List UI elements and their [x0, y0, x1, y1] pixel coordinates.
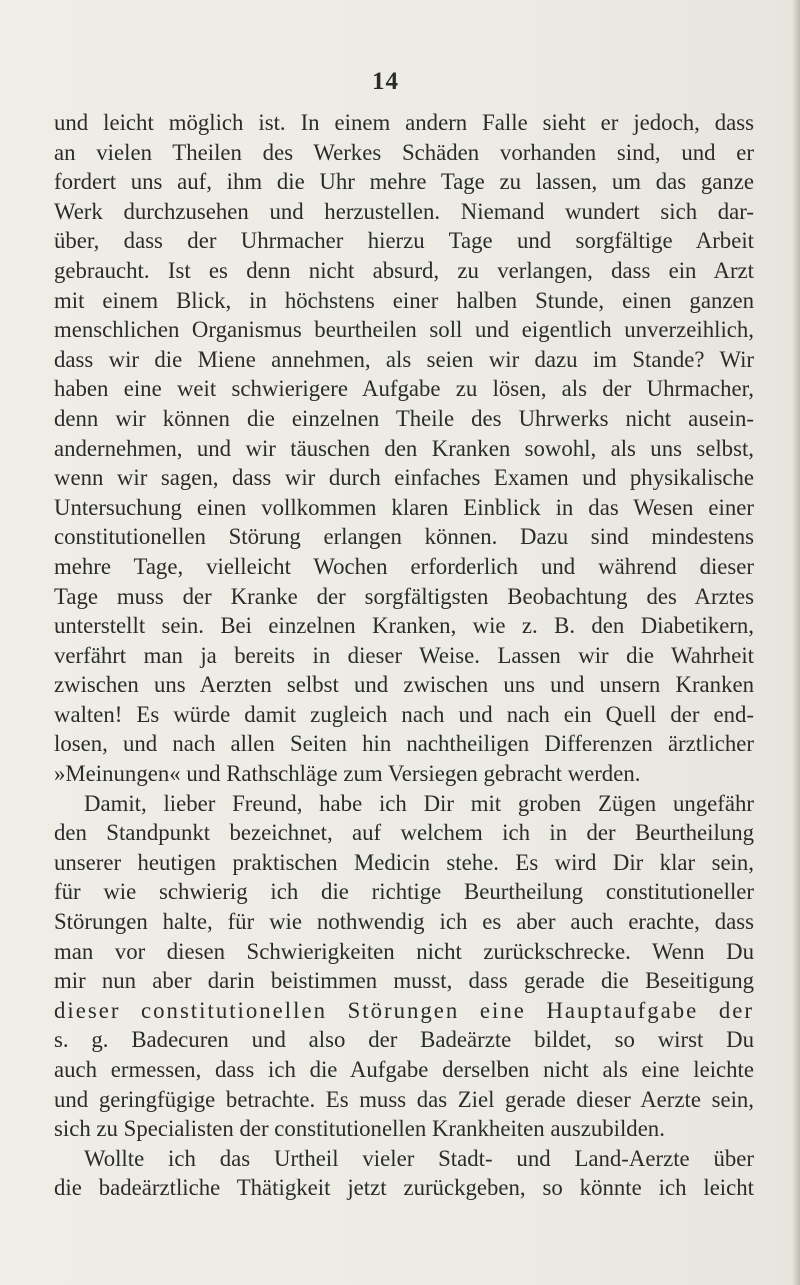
text-line: denn wir können die einzelnen Theile des Uhrwerks nicht ausein- [54, 405, 754, 431]
paragraph-start-line: Wollte ich das Urtheil vieler Stadt- und Land-Aerzte über [84, 1145, 754, 1171]
text-line: man vor diesen Schwierigkeiten nicht zurückschrecke. Wenn Du [54, 938, 754, 964]
body-text [54, 108, 754, 1203]
text-line: mehre Tage, vielleicht Wochen erforderlich und während dieser [54, 553, 754, 579]
text-line: mir nun aber darin beistimmen musst, dass gerade die Beseitigung [54, 968, 754, 994]
paragraph-end-line: »Meinungen« und Rathschläge zum Versiegen gebracht werden. [54, 761, 641, 787]
text-line: wenn wir sagen, dass wir durch einfaches Examen und physikalische [54, 465, 754, 491]
text-line: unterstellt sein. Bei einzelnen Kranken, wie z. B. den Diabetikern, [54, 613, 754, 639]
text-line: constitutionellen Störung erlangen können. Dazu sind mindestens [54, 524, 754, 550]
text-line: s. g. Badecuren und also der Badeärzte bildet, so wirst Du [54, 1027, 754, 1053]
text-line: menschlichen Organismus beurtheilen soll und eigentlich unverzeihlich, [54, 317, 754, 343]
text-line: fordert uns auf, ihm die Uhr mehre Tage zu lassen, um das ganze [54, 169, 754, 195]
text-line: gebraucht. Ist es denn nicht absurd, zu verlangen, dass ein Arzt [54, 257, 754, 283]
text-line: an vielen Theilen des Werkes Schäden vorhanden sind, und er [54, 139, 754, 165]
text-line: und geringfügige betrachte. Es muss das Ziel gerade dieser Aerzte sein, [54, 1086, 754, 1112]
text-line: haben eine weit schwierigere Aufgabe zu lösen, als der Uhrmacher, [54, 376, 754, 402]
text-line: Werk durchzusehen und herzustellen. Niemand wundert sich dar- [54, 198, 754, 224]
text-line: mit einem Blick, in höchstens einer halben Stunde, einen ganzen [54, 287, 754, 313]
text-line: Untersuchung einen vollkommen klaren Einblick in das Wesen einer [54, 494, 754, 520]
text-line: losen, und nach allen Seiten hin nachtheiligen Differenzen ärztlicher [54, 731, 754, 757]
text-line: Tage muss der Kranke der sorgfältigsten Beobachtung des Arztes [54, 583, 754, 609]
paragraph-end-line: sich zu Specialisten der constitutionellen Krankheiten auszubilden. [54, 1116, 665, 1142]
text-line: walten! Es würde damit zugleich nach und nach ein Quell der end- [54, 701, 754, 727]
paragraph-start-line: Damit, lieber Freund, habe ich Dir mit groben Zügen ungefähr [84, 790, 754, 816]
text-line: über, dass der Uhrmacher hierzu Tage und sorgfältige Arbeit [54, 228, 754, 254]
text-line: auch ermessen, dass ich die Aufgabe derselben nicht als eine leichte [54, 1057, 754, 1082]
text-line: für wie schwierig ich die richtige Beurtheilung constitutioneller [54, 879, 754, 905]
text-line: dieser constitutionellen Störungen eine Hauptaufgabe der [54, 997, 754, 1023]
text-line: Störungen halte, für wie nothwendig ich es aber auch erachte, dass [54, 909, 754, 935]
text-line: den Standpunkt bezeichnet, auf welchem ich in der Beurtheilung [54, 820, 754, 846]
text-line: dass wir die Miene annehmen, als seien wir dazu im Stande? Wir [54, 346, 754, 372]
page-number: 14 [372, 68, 399, 95]
text-line: zwischen uns Aerzten selbst und zwischen uns und unsern Kranken [54, 672, 754, 698]
page-edge-shadow [792, 0, 800, 1285]
text-line: unserer heutigen praktischen Medicin stehe. Es wird Dir klar sein, [54, 849, 754, 875]
text-line: verfährt man ja bereits in dieser Weise. Lassen wir die Wahrheit [54, 642, 754, 668]
text-line: andernehmen, und wir täuschen den Kranken sowohl, als uns selbst, [54, 435, 754, 461]
text-line: die badeärztliche Thätigkeit jetzt zurückgeben, so könnte ich leicht [54, 1175, 754, 1201]
text-line: und leicht möglich ist. In einem andern Falle sieht er jedoch, dass [54, 110, 754, 135]
